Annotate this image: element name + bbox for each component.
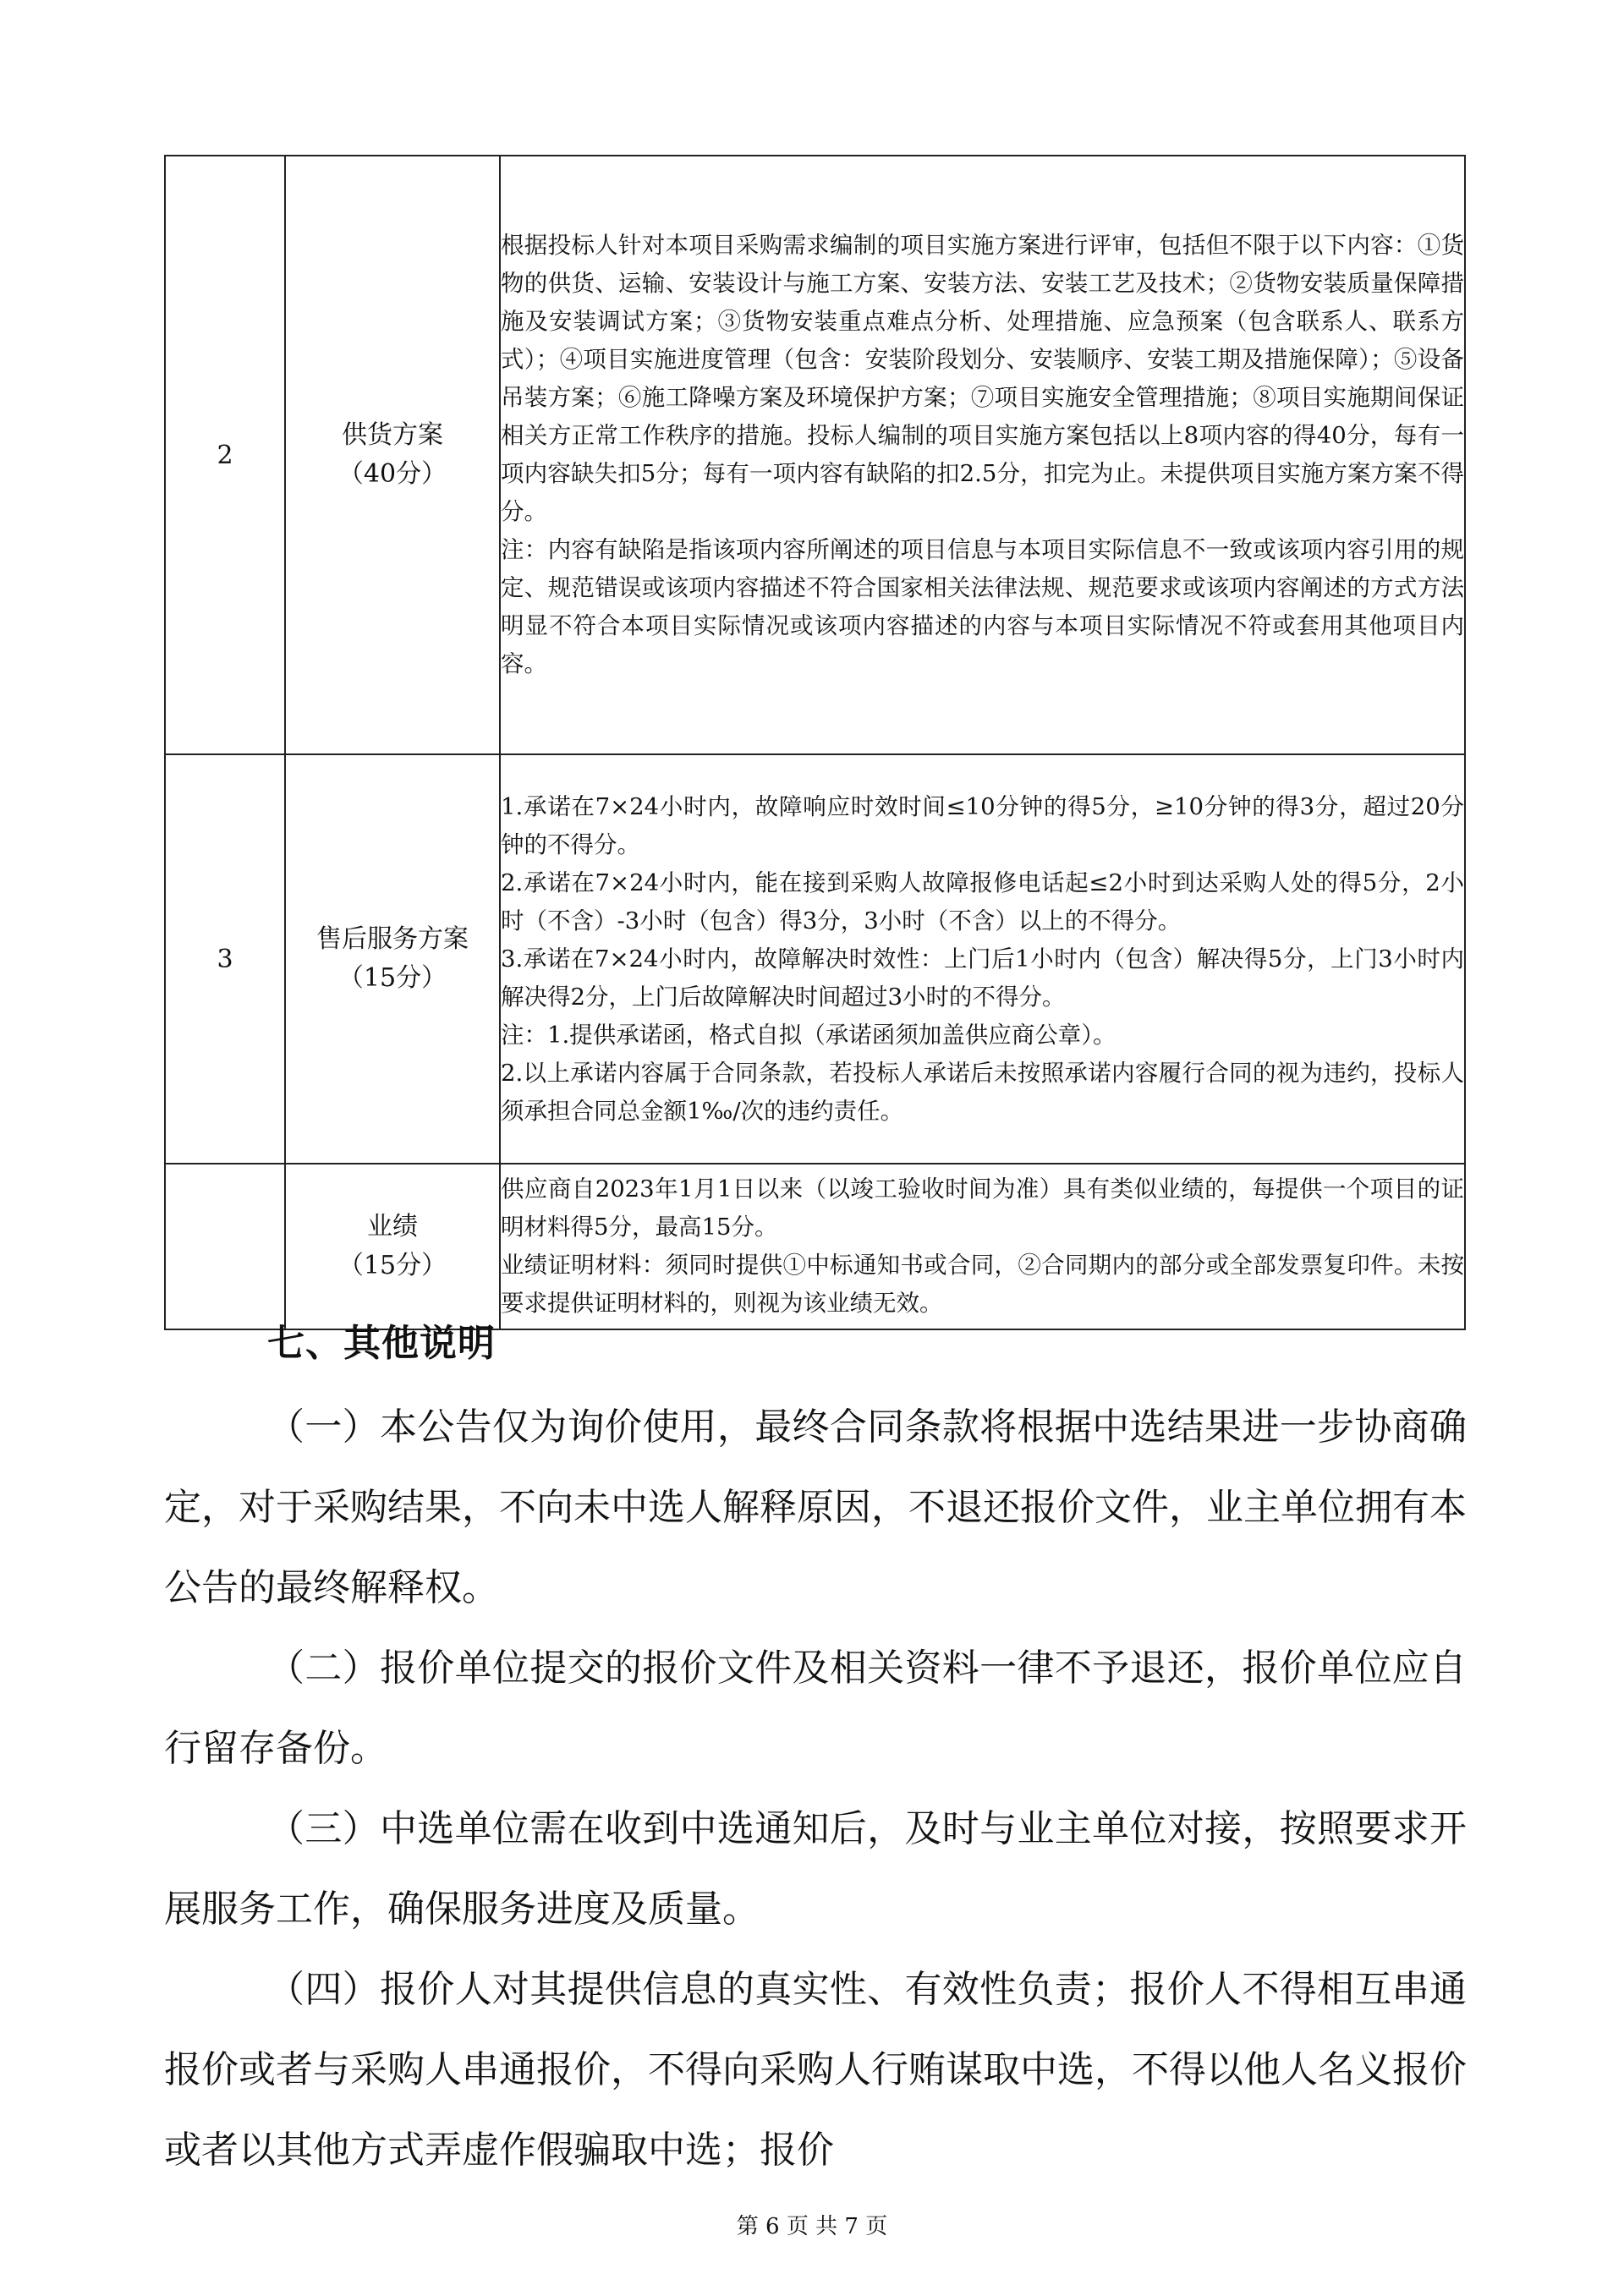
page-footer: 第 6 页 共 7 页 bbox=[736, 2214, 888, 2239]
table-row bbox=[165, 754, 1465, 1164]
section-heading: 七、其他说明 bbox=[267, 1322, 496, 1365]
item-score: （40分） bbox=[337, 459, 447, 489]
item-name: 售后服务方案 bbox=[316, 924, 469, 954]
row-number: 3 bbox=[165, 754, 285, 1164]
scoring-criteria bbox=[500, 156, 1465, 754]
body-paragraph: （四）报价人对其提供信息的真实性、有效性负责；报价人不得相互串通报价或者与采购人串通报价，不得向采购人行贿谋取中选，不得以他人名义报价或者以其他方式弄虚作假骗取中选；报价 bbox=[164, 1968, 1467, 2172]
table-row bbox=[165, 156, 1465, 754]
criteria-note: 注：1.提供承诺函，格式自拟（承诺函须加盖供应商公章）。 bbox=[501, 1021, 1116, 1049]
criteria-paragraph: 1.承诺在7×24小时内，故障响应时效时间≤10分钟的得5分，≥10分钟的得3分，超过20分钟的不得分。 bbox=[501, 792, 1464, 858]
scoring-criteria bbox=[500, 1164, 1465, 1329]
row-number bbox=[165, 1164, 285, 1329]
table-row bbox=[165, 1164, 1465, 1329]
criteria-note: 2.以上承诺内容属于合同条款，若投标人承诺后未按照承诺内容履行合同的视为违约，投标人须承担合同总金额1‰/次的违约责任。 bbox=[501, 1059, 1464, 1125]
criteria-paragraph: 根据投标人针对本项目采购需求编制的项目实施方案进行评审，包括但不限于以下内容：①货物的供货、运输、安装设计与施工方案、安装方法、安装工艺及技术；②货物安装质量保障措施及安装调试方案；③货物安装重点难点分析、处理措施、应急预案（包含联系人、联系方式）；④项目实施进度管理（包含：安装阶段划分、安装顺序、安装工期及措施保障）；⑤设备吊装方案；⑥施工降噪方案及环境保护方案；⑦项目实施安全管理措施；⑧项目实施期间保证相关方正常工作秩序的措施。投标人编制的项目实施方案包括以上8项内容的得40分，每有一项内容缺失扣5分；每有一项内容有缺陷的扣2.5分，扣完为止。未提供项目实施方案方案不得分。 bbox=[501, 232, 1464, 525]
criteria-paragraph: 供应商自2023年1月1日以来（以竣工验收时间为准）具有类似业绩的，每提供一个项目的证明材料得5分，最高15分。 bbox=[501, 1175, 1464, 1241]
scoring-table bbox=[164, 155, 1466, 1330]
scoring-item bbox=[285, 156, 500, 754]
scoring-criteria bbox=[500, 754, 1465, 1164]
item-score: （15分） bbox=[337, 1251, 447, 1280]
body-paragraph: （一）本公告仅为询价使用，最终合同条款将根据中选结果进一步协商确定，对于采购结果，不向未中选人解释原因，不退还报价文件，业主单位拥有本公告的最终解释权。 bbox=[164, 1406, 1467, 1609]
scoring-item bbox=[285, 1164, 500, 1329]
scoring-item bbox=[285, 754, 500, 1164]
item-name: 供货方案 bbox=[342, 420, 443, 450]
criteria-paragraph: 业绩证明材料：须同时提供①中标通知书或合同，②合同期内的部分或全部发票复印件。未按要求提供证明材料的，则视为该业绩无效。 bbox=[501, 1252, 1464, 1317]
item-score: （15分） bbox=[337, 963, 447, 993]
body-paragraph: （二）报价单位提交的报价文件及相关资料一律不予退还，报价单位应自行留存备份。 bbox=[164, 1647, 1467, 1770]
body-paragraph: （三）中选单位需在收到中选通知后，及时与业主单位对接，按照要求开展服务工作，确保服务进度及质量。 bbox=[164, 1807, 1467, 1931]
item-name: 业绩 bbox=[367, 1212, 418, 1241]
row-number: 2 bbox=[165, 156, 285, 754]
criteria-paragraph: 2.承诺在7×24小时内，能在接到采购人故障报修电话起≤2小时到达采购人处的得5分，2小时（不含）-3小时（包含）得3分，3小时（不含）以上的不得分。 bbox=[501, 869, 1464, 934]
criteria-paragraph: 3.承诺在7×24小时内，故障解决时效性：上门后1小时内（包含）解决得5分，上门3小时内解决得2分，上门后故障解决时间超过3小时的不得分。 bbox=[501, 945, 1464, 1011]
criteria-note: 注：内容有缺陷是指该项内容所阐述的项目信息与本项目实际信息不一致或该项内容引用的规定、规范错误或该项内容描述不符合国家相关法律法规、规范要求或该项内容阐述的方式方法明显不符合本项目实际情况或该项内容描述的内容与本项目实际情况不符或套用其他项目内容。 bbox=[501, 536, 1464, 677]
